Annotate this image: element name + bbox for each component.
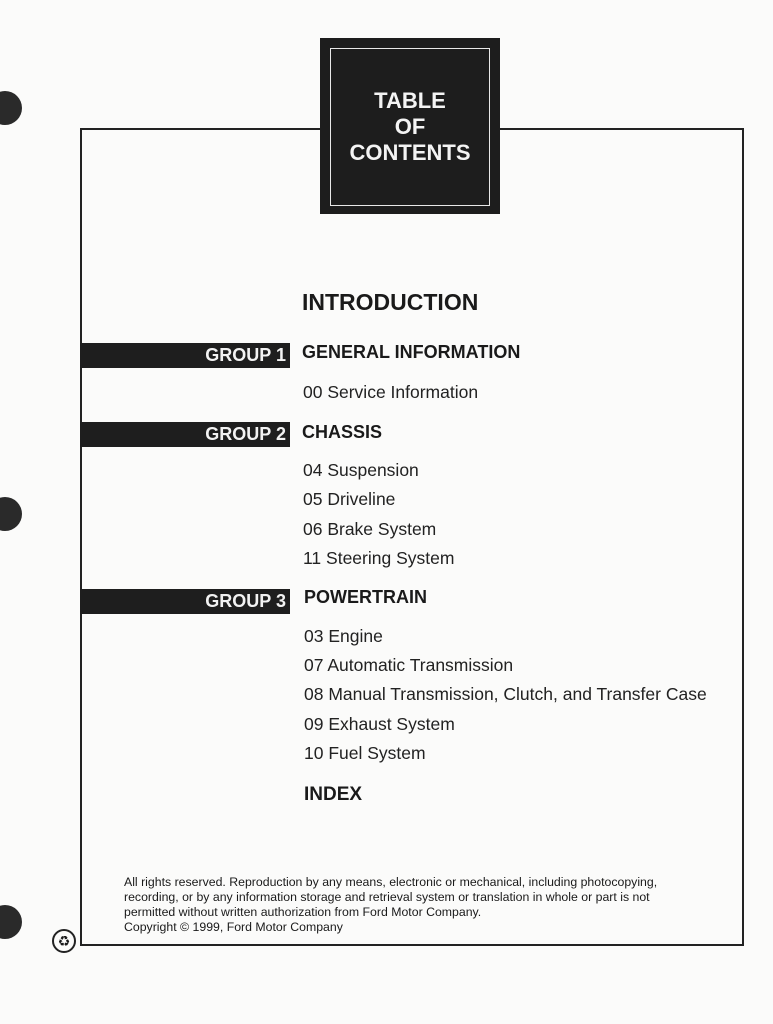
legal-line-1: All rights reserved. Reproduction by any means, electronic or mechanical, including photocopying, bbox=[124, 875, 658, 889]
toc-item[interactable]: 06 Brake System bbox=[303, 519, 437, 539]
toc-item[interactable]: 03 Engine bbox=[304, 626, 383, 646]
toc-title-line-3: CONTENTS bbox=[349, 140, 471, 165]
toc-item[interactable]: 07 Automatic Transmission bbox=[304, 655, 514, 675]
legal-line-3: permitted without written authorization from Ford Motor Company. bbox=[124, 905, 482, 919]
group-3-title[interactable]: POWERTRAIN bbox=[304, 587, 427, 607]
recycle-icon: ♻ bbox=[52, 929, 76, 953]
toc-header-inner-border bbox=[330, 48, 490, 206]
toc-item[interactable]: 09 Exhaust System bbox=[304, 714, 455, 734]
legal-notice bbox=[124, 875, 724, 935]
punch-hole-top bbox=[0, 91, 22, 125]
legal-line-2: recording, or by any information storage and retrieval system or translation in whole or part is not bbox=[124, 890, 650, 904]
toc-item[interactable]: 05 Driveline bbox=[303, 489, 396, 509]
group-2-label: GROUP 2 bbox=[80, 422, 290, 447]
table-of-contents-header bbox=[320, 38, 500, 214]
toc-item[interactable]: 00 Service Information bbox=[303, 382, 479, 402]
punch-hole-bottom bbox=[0, 905, 22, 939]
group-2-title[interactable]: CHASSIS bbox=[302, 422, 383, 442]
toc-title-line-2: OF bbox=[394, 114, 426, 139]
toc-title-line-1: TABLE bbox=[374, 88, 446, 113]
toc-item[interactable]: 10 Fuel System bbox=[304, 743, 426, 763]
toc-item[interactable]: 08 Manual Transmission, Clutch, and Transfer Case bbox=[304, 684, 707, 704]
punch-hole-middle bbox=[0, 497, 22, 531]
group-3-label: GROUP 3 bbox=[80, 589, 290, 614]
toc-item[interactable]: 04 Suspension bbox=[303, 460, 419, 480]
group-1-title[interactable]: GENERAL INFORMATION bbox=[302, 342, 521, 362]
copyright-line: Copyright © 1999, Ford Motor Company bbox=[124, 920, 343, 934]
index-entry[interactable]: INDEX bbox=[304, 784, 363, 805]
introduction-entry[interactable]: INTRODUCTION bbox=[302, 289, 479, 315]
toc-item[interactable]: 11 Steering System bbox=[303, 548, 455, 568]
group-1-label: GROUP 1 bbox=[80, 343, 290, 368]
